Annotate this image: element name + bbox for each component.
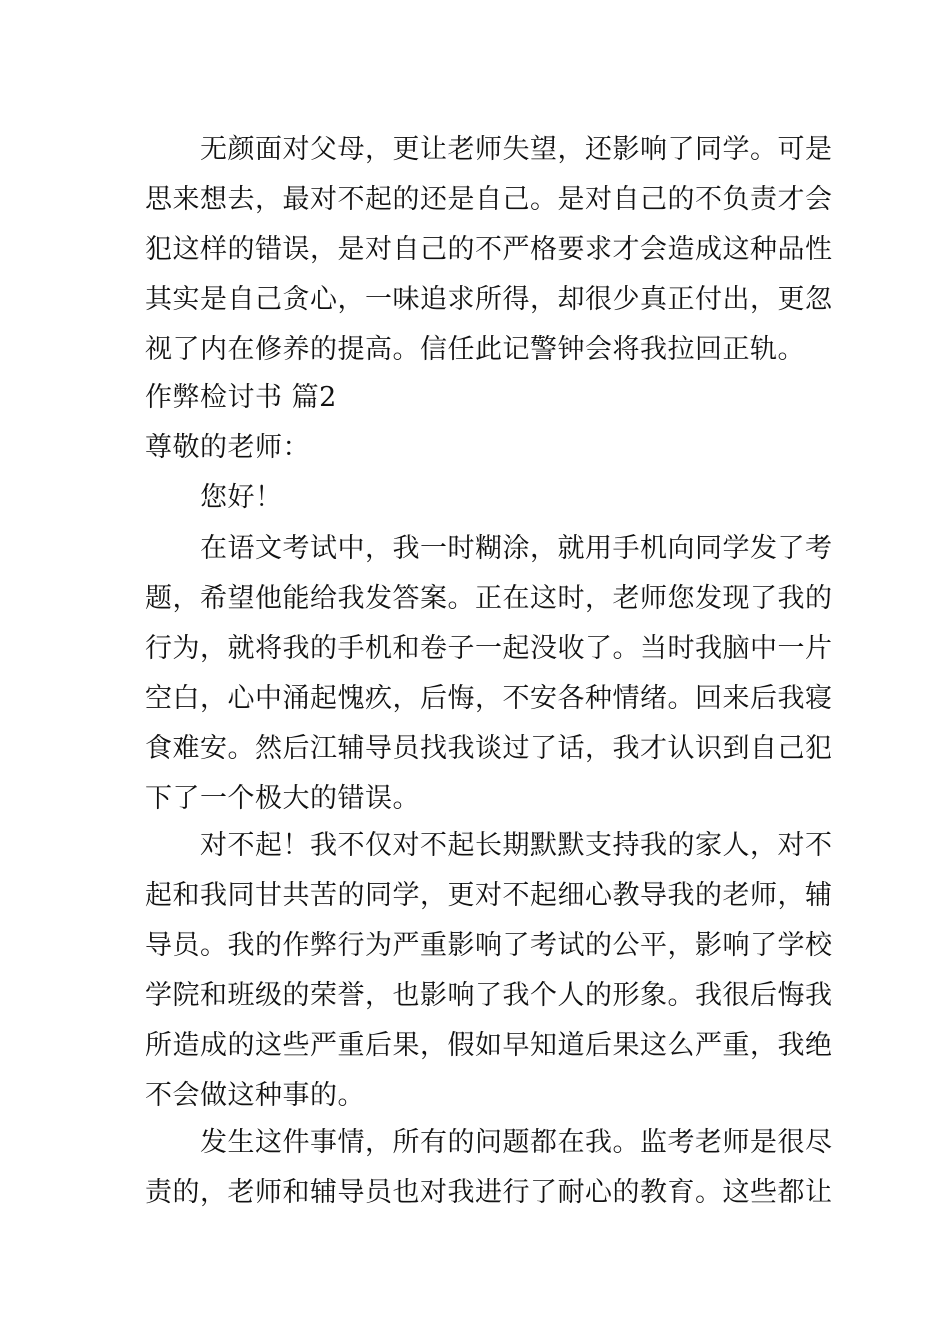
greeting: 您好！ [200, 482, 283, 513]
greeting-block [145, 473, 815, 523]
salutation: 尊敬的老师： [145, 432, 310, 463]
text-line: 下了一个极大的错误。 [145, 783, 420, 814]
text-line: 无颜面对父母，更让老师失望，还影响了同学。可是 [200, 134, 833, 165]
text-line: 起和我同甘共苦的同学，更对不起细心教导我的老师，辅 [145, 880, 833, 911]
text-line: 所造成的这些严重后果，假如早知道后果这么严重，我绝 [145, 1030, 833, 1061]
text-line: 犯这样的错误，是对自己的不严格要求才会造成这种品性 [145, 234, 833, 265]
text-line: 发生这件事情，所有的问题都在我。监考老师是很尽 [200, 1127, 833, 1158]
text-line: 责的，老师和辅导员也对我进行了耐心的教育。这些都让 [145, 1177, 833, 1208]
paragraph-1 [145, 125, 833, 375]
text-line: 不会做这种事的。 [145, 1080, 365, 1111]
text-line: 行为，就将我的手机和卷子一起没收了。当时我脑中一片 [145, 633, 833, 664]
text-line: 食难安。然后江辅导员找我谈过了话，我才认识到自己犯 [145, 733, 833, 764]
text-line: 其实是自己贪心，一味追求所得，却很少真正付出，更忽 [145, 284, 833, 315]
paragraph-2 [145, 524, 833, 824]
salutation-block [145, 423, 815, 473]
text-line: 思来想去，最对不起的还是自己。是对自己的不负责才会 [145, 184, 833, 215]
text-line: 导员。我的作弊行为严重影响了考试的公平，影响了学校 [145, 930, 833, 961]
paragraph-4 [145, 1118, 833, 1218]
text-line: 在语文考试中，我一时糊涂，就用手机向同学发了考 [200, 533, 833, 564]
text-line: 学院和班级的荣誉，也影响了我个人的形象。我很后悔我 [145, 980, 833, 1011]
section-heading-block [145, 373, 815, 423]
text-line: 视了内在修养的提高。信任此记警钟会将我拉回正轨。 [145, 334, 805, 365]
text-line: 空白，心中涌起愧疚，后悔，不安各种情绪。回来后我寝 [145, 683, 833, 714]
section-heading: 作弊检讨书 篇2 [145, 382, 337, 413]
paragraph-3 [145, 821, 833, 1121]
text-line: 题，希望他能给我发答案。正在这时，老师您发现了我的 [145, 583, 833, 614]
text-line: 对不起！我不仅对不起长期默默支持我的家人，对不 [200, 830, 833, 861]
